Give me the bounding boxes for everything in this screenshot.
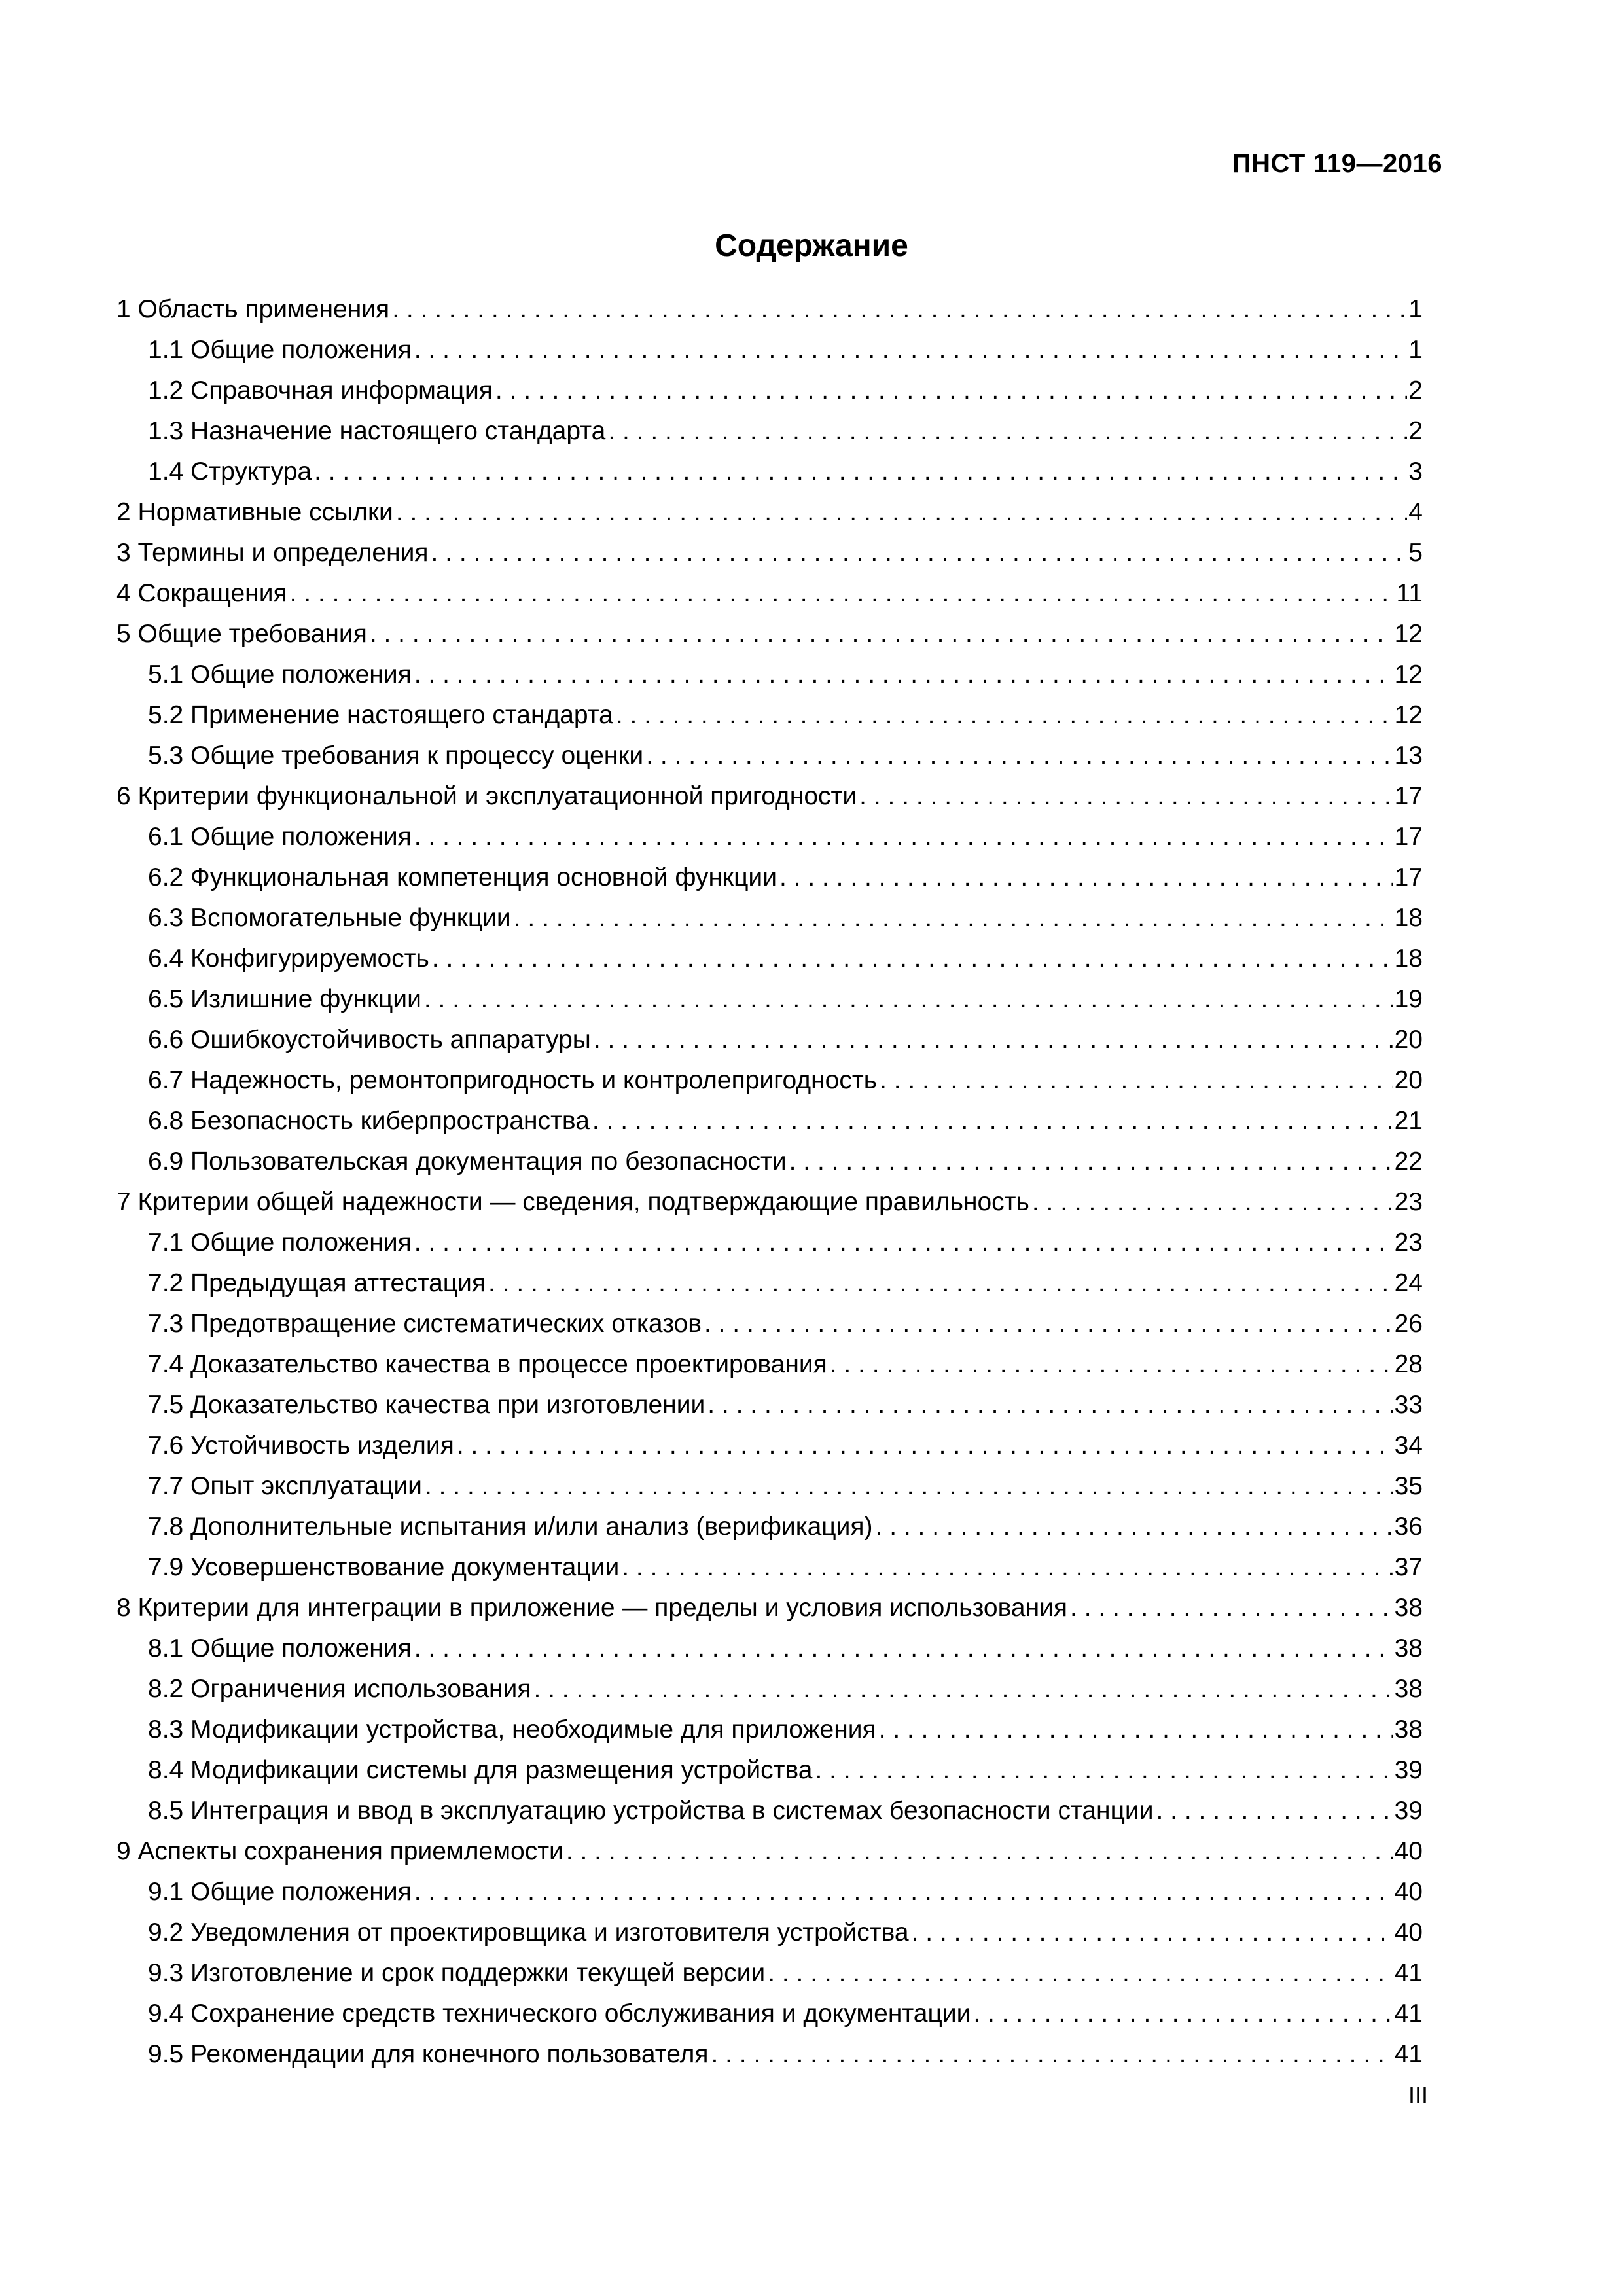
toc-dot-leader <box>290 573 1395 614</box>
toc-entry-label: 7.8 Дополнительные испытания и/или анализ (верификация) <box>148 1513 873 1541</box>
toc-dot-leader <box>594 1020 1393 1060</box>
toc-entry[interactable] <box>116 1912 1423 1953</box>
toc-entry-label: 9.3 Изготовление и срок поддержки текущей версии <box>148 1959 766 1987</box>
toc-entry[interactable] <box>116 1020 1423 1060</box>
toc-dot-leader <box>533 1669 1393 1710</box>
toc-entry[interactable] <box>116 1750 1423 1791</box>
toc-dot-leader <box>879 1710 1393 1750</box>
toc-entry-label: 9.4 Сохранение средств технического обслуживания и документации <box>148 2000 971 2028</box>
toc-entry-page: 18 <box>1394 944 1423 973</box>
toc-entry[interactable] <box>116 2034 1423 2075</box>
toc-entry-page: 26 <box>1394 1310 1423 1338</box>
toc-entry-page: 22 <box>1394 1147 1423 1175</box>
toc-entry-label: 8.4 Модификации системы для размещения устройства <box>148 1756 813 1784</box>
toc-entry-label: 6.2 Функциональная компетенция основной функции <box>148 863 777 891</box>
toc-entry[interactable] <box>116 1182 1423 1223</box>
toc-entry-page: 18 <box>1394 904 1423 932</box>
toc-dot-leader <box>414 330 1408 370</box>
toc-dot-leader <box>495 370 1407 411</box>
toc-entry-label: 1.1 Общие положения <box>148 336 412 364</box>
toc-entry-label: 9 Аспекты сохранения приемлемости <box>116 1837 563 1865</box>
toc-entry-page: 21 <box>1394 1107 1423 1135</box>
toc-entry-page: 38 <box>1394 1594 1423 1622</box>
toc-dot-leader <box>876 1507 1393 1547</box>
toc-entry[interactable] <box>116 573 1423 614</box>
toc-entry[interactable] <box>116 898 1423 939</box>
toc-entry[interactable] <box>116 736 1423 776</box>
toc-entry-label: 5 Общие требования <box>116 620 367 648</box>
toc-entry-page: 20 <box>1394 1066 1423 1094</box>
toc-dot-leader <box>414 1628 1393 1669</box>
toc-dot-leader <box>414 655 1393 695</box>
toc-dot-leader <box>414 817 1393 857</box>
toc-entry-page: 23 <box>1394 1188 1423 1216</box>
toc-entry-page: 19 <box>1394 985 1423 1013</box>
toc-dot-leader <box>1070 1588 1393 1628</box>
toc-entry-label: 1.2 Справочная информация <box>148 376 493 404</box>
toc-entry-label: 8.1 Общие положения <box>148 1634 412 1662</box>
toc-dot-leader <box>973 1994 1393 2034</box>
toc-dot-leader <box>646 736 1393 776</box>
toc-dot-leader <box>608 411 1407 452</box>
toc-entry-label: 4 Сокращения <box>116 579 287 607</box>
toc-entry-page: 38 <box>1394 1715 1423 1744</box>
toc-entry-page: 12 <box>1394 620 1423 648</box>
toc-entry-label: 7.4 Доказательство качества в процессе проектирования <box>148 1350 827 1378</box>
toc-dot-leader <box>707 1385 1393 1426</box>
toc-entry-page: 35 <box>1394 1472 1423 1500</box>
toc-entry-page: 3 <box>1408 457 1423 486</box>
toc-entry-page: 41 <box>1394 2000 1423 2028</box>
toc-entry[interactable] <box>116 1953 1423 1994</box>
toc-entry-label: 7.3 Предотвращение систематических отказов <box>148 1310 702 1338</box>
toc-entry[interactable] <box>116 817 1423 857</box>
toc-dot-leader <box>424 979 1393 1020</box>
toc-entry-page: 41 <box>1394 1959 1423 1987</box>
toc-entry[interactable] <box>116 655 1423 695</box>
toc-entry-page: 40 <box>1394 1918 1423 1946</box>
toc-dot-leader <box>859 776 1393 817</box>
toc-dot-leader <box>616 695 1393 736</box>
toc-entry-page: 17 <box>1394 863 1423 891</box>
toc-entry-page: 4 <box>1408 498 1423 526</box>
toc-entry-label: 7.9 Усовершенствование документации <box>148 1553 620 1581</box>
toc-entry-label: 7.6 Устойчивость изделия <box>148 1431 454 1460</box>
toc-entry[interactable] <box>116 1547 1423 1588</box>
toc-entry-page: 38 <box>1394 1675 1423 1703</box>
toc-entry-label: 5.1 Общие положения <box>148 660 412 689</box>
toc-entry-label: 7.7 Опыт эксплуатации <box>148 1472 422 1500</box>
toc-entry[interactable] <box>116 1588 1423 1628</box>
toc-entry[interactable] <box>116 1263 1423 1304</box>
toc-entry[interactable] <box>116 614 1423 655</box>
toc-entry-page: 5 <box>1408 539 1423 567</box>
toc-dot-leader <box>314 452 1407 492</box>
toc-dot-leader <box>704 1304 1393 1344</box>
toc-dot-leader <box>396 492 1407 533</box>
toc-entry-page: 2 <box>1408 376 1423 404</box>
toc-dot-leader <box>711 2034 1393 2075</box>
toc-entry-page: 2 <box>1408 417 1423 445</box>
toc-entry-label: 6.6 Ошибкоустойчивость аппаратуры <box>148 1026 591 1054</box>
toc-dot-leader <box>370 614 1393 655</box>
toc-entry[interactable] <box>116 1426 1423 1466</box>
toc-dot-leader <box>414 1872 1393 1912</box>
toc-entry-label: 7 Критерии общей надежности — сведения, подтверждающие правильность <box>116 1188 1029 1216</box>
toc-entry[interactable] <box>116 492 1423 533</box>
toc-entry-page: 34 <box>1394 1431 1423 1460</box>
toc-entry[interactable] <box>116 1466 1423 1507</box>
toc-entry-page: 12 <box>1394 701 1423 729</box>
toc-entry-label: 6.4 Конфигурируемость <box>148 944 429 973</box>
toc-dot-leader <box>431 533 1408 573</box>
toc-entry-label: 7.5 Доказательство качества при изготовлении <box>148 1391 705 1419</box>
toc-entry[interactable] <box>116 1101 1423 1141</box>
toc-entry[interactable] <box>116 1060 1423 1101</box>
toc-entry-page: 33 <box>1394 1391 1423 1419</box>
toc-dot-leader <box>1032 1182 1393 1223</box>
toc-entry-page: 11 <box>1396 579 1423 607</box>
toc-entry-page: 38 <box>1394 1634 1423 1662</box>
toc-entry-label: 5.3 Общие требования к процессу оценки <box>148 742 644 770</box>
toc-entry-label: 9.1 Общие положения <box>148 1878 412 1906</box>
toc-entry-page: 37 <box>1394 1553 1423 1581</box>
toc-entry-label: 6.5 Излишние функции <box>148 985 421 1013</box>
toc-entry-label: 8.3 Модификации устройства, необходимые для приложения <box>148 1715 876 1744</box>
toc-entry-page: 23 <box>1394 1229 1423 1257</box>
toc-entry[interactable] <box>116 776 1423 817</box>
page-number: III <box>1408 2081 1428 2108</box>
toc-entry[interactable] <box>116 1385 1423 1426</box>
toc-entry-label: 3 Термины и определения <box>116 539 429 567</box>
toc-entry[interactable] <box>116 330 1423 370</box>
toc-entry-page: 36 <box>1394 1513 1423 1541</box>
toc-entry-page: 12 <box>1394 660 1423 689</box>
toc-dot-leader <box>432 939 1393 979</box>
toc-dot-leader <box>622 1547 1393 1588</box>
toc-dot-leader <box>912 1912 1393 1953</box>
toc-entry-page: 17 <box>1394 823 1423 851</box>
toc-entry[interactable] <box>116 1994 1423 2034</box>
toc-entry-label: 6 Критерии функциональной и эксплуатационной пригодности <box>116 782 857 810</box>
toc-dot-leader <box>414 1223 1393 1263</box>
toc-dot-leader <box>566 1831 1393 1872</box>
toc-entry[interactable] <box>116 452 1423 492</box>
toc-dot-leader <box>457 1426 1393 1466</box>
toc-dot-leader <box>1156 1791 1393 1831</box>
toc-entry[interactable] <box>116 1831 1423 1872</box>
toc-entry-page: 13 <box>1394 742 1423 770</box>
toc-dot-leader <box>830 1344 1393 1385</box>
toc-entry-label: 5.2 Применение настоящего стандарта <box>148 701 613 729</box>
toc-entry-label: 7.2 Предыдущая аттестация <box>148 1269 486 1297</box>
toc-entry-label: 8 Критерии для интеграции в приложение — пределы и условия использования <box>116 1594 1068 1622</box>
toc-entry-label: 1.4 Структура <box>148 457 312 486</box>
toc-dot-leader <box>392 289 1407 330</box>
toc-entry[interactable] <box>116 533 1423 573</box>
toc-entry[interactable] <box>116 370 1423 411</box>
toc-dot-leader <box>789 1141 1393 1182</box>
toc-dot-leader <box>815 1750 1393 1791</box>
toc-dot-leader <box>768 1953 1393 1994</box>
toc-entry[interactable] <box>116 695 1423 736</box>
toc-entry-page: 28 <box>1394 1350 1423 1378</box>
toc-entry-label: 1.3 Назначение настоящего стандарта <box>148 417 606 445</box>
toc-entry-page: 1 <box>1408 336 1423 364</box>
toc-entry-label: 8.2 Ограничения использования <box>148 1675 531 1703</box>
toc-entry[interactable] <box>116 857 1423 898</box>
toc-entry[interactable] <box>116 289 1423 330</box>
toc-entry-label: 6.9 Пользовательская документация по безопасности <box>148 1147 787 1175</box>
toc-entry[interactable] <box>116 411 1423 452</box>
toc-entry[interactable] <box>116 1344 1423 1385</box>
toc-dot-leader <box>425 1466 1393 1507</box>
toc-entry[interactable] <box>116 1507 1423 1547</box>
toc-entry-page: 39 <box>1394 1756 1423 1784</box>
toc-entry-label: 1 Область применения <box>116 295 390 323</box>
toc-entry-label: 6.8 Безопасность киберпространства <box>148 1107 590 1135</box>
toc-dot-leader <box>779 857 1393 898</box>
toc-entry[interactable] <box>116 1710 1423 1750</box>
toc-entry-page: 1 <box>1408 295 1423 323</box>
document-code: ПНСТ 119—2016 <box>1232 149 1442 178</box>
toc-entry-page: 17 <box>1394 782 1423 810</box>
toc-entry-page: 41 <box>1394 2040 1423 2068</box>
toc-entry[interactable] <box>116 1223 1423 1263</box>
toc-title: Содержание <box>715 228 908 263</box>
toc-entry[interactable] <box>116 1669 1423 1710</box>
toc-dot-leader <box>592 1101 1393 1141</box>
toc-entry-page: 40 <box>1394 1837 1423 1865</box>
toc-dot-leader <box>880 1060 1393 1101</box>
toc-entry-label: 8.5 Интеграция и ввод в эксплуатацию устройства в системах безопасности станции <box>148 1797 1154 1825</box>
toc-entry-label: 9.5 Рекомендации для конечного пользователя <box>148 2040 709 2068</box>
toc-entry[interactable] <box>116 939 1423 979</box>
toc-entry-label: 2 Нормативные ссылки <box>116 498 393 526</box>
toc-entry[interactable] <box>116 1141 1423 1182</box>
toc-entry-page: 20 <box>1394 1026 1423 1054</box>
toc-entry-label: 7.1 Общие положения <box>148 1229 412 1257</box>
toc-dot-leader <box>488 1263 1393 1304</box>
toc-dot-leader <box>514 898 1393 939</box>
toc-entry-page: 24 <box>1394 1269 1423 1297</box>
toc-entry[interactable] <box>116 1628 1423 1669</box>
toc-entry[interactable] <box>116 1791 1423 1831</box>
toc-entry-page: 39 <box>1394 1797 1423 1825</box>
toc-entry[interactable] <box>116 1304 1423 1344</box>
toc-entry[interactable] <box>116 1872 1423 1912</box>
toc-entry-label: 6.1 Общие положения <box>148 823 412 851</box>
toc-entry-page: 40 <box>1394 1878 1423 1906</box>
toc-entry-label: 9.2 Уведомления от проектировщика и изготовителя устройства <box>148 1918 909 1946</box>
toc-entry[interactable] <box>116 979 1423 1020</box>
toc-entry-label: 6.3 Вспомогательные функции <box>148 904 511 932</box>
table-of-contents <box>116 289 1423 2075</box>
toc-entry-label: 6.7 Надежность, ремонтопригодность и контролепригодность <box>148 1066 878 1094</box>
